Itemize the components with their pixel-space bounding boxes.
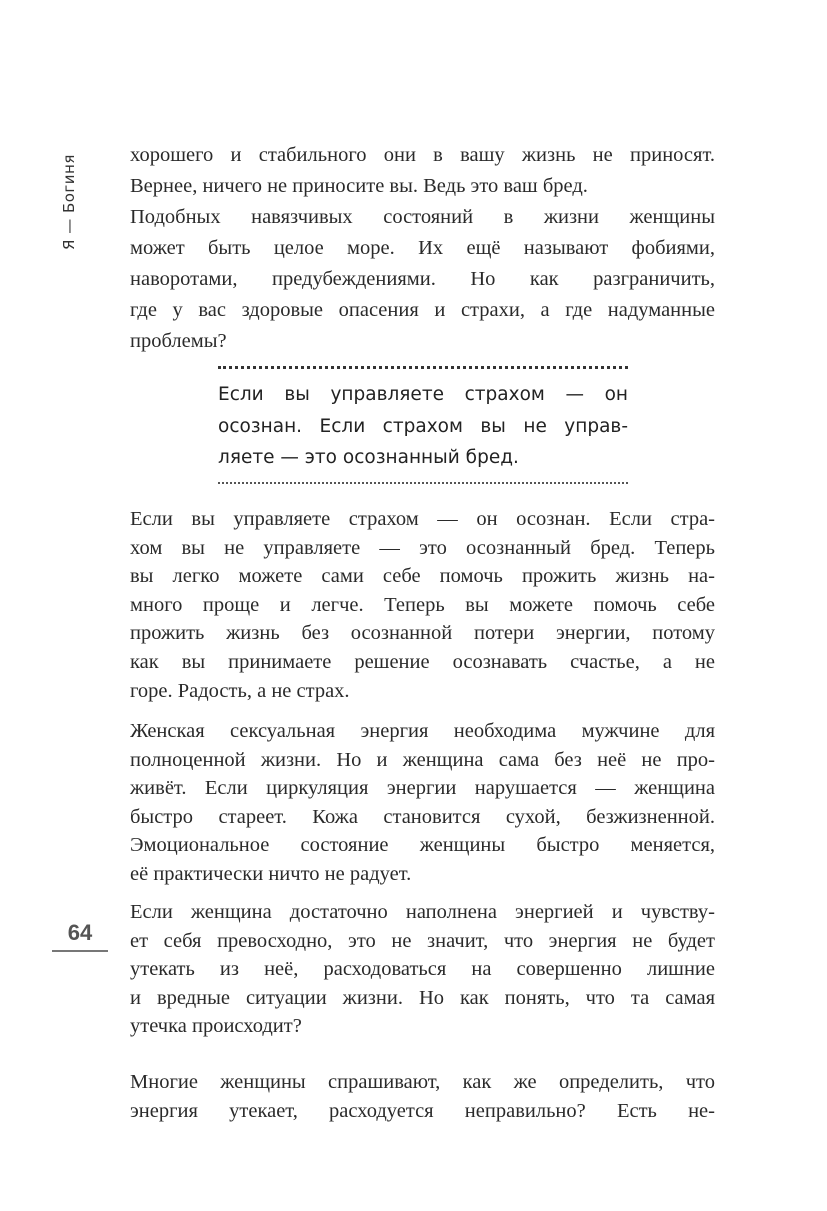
paragraph	[130, 140, 715, 202]
quote-line: ляете — это осознанный бред.	[218, 447, 519, 468]
text-line: Если вы управляете страхом — он осознан. Если стра-	[130, 508, 715, 530]
page-number: 64	[52, 920, 108, 952]
text-line: наворотами, предубеждениями. Но как разграничить,	[130, 268, 715, 290]
quote-line: осознан. Если страхом вы не управ-	[218, 415, 628, 437]
text-line: где у вас здоровые опасения и страхи, а где надуманные	[130, 299, 715, 321]
text-line: быстро стареет. Кожа становится сухой, безжизненной.	[130, 805, 715, 828]
text-line: как вы принимаете решение осознавать счастье, а не	[130, 650, 715, 673]
paragraph	[130, 898, 715, 1041]
text-line: хом вы не управляете — это осознанный бред. Теперь	[130, 536, 715, 559]
text-line: вы легко можете сами себе помочь прожить жизнь на-	[130, 565, 715, 588]
text-line: утечка происходит?	[130, 1015, 302, 1038]
running-head: Я — Богиня	[60, 154, 78, 250]
text-line: утекать из неё, расходоваться на совершенно лишние	[130, 958, 715, 981]
text-line: Если женщина достаточно наполнена энергией и чувству-	[130, 901, 715, 923]
quote-line: Если вы управляете страхом — он	[218, 384, 628, 405]
pull-quote	[218, 366, 628, 484]
text-line: горе. Радость, а не страх.	[130, 679, 350, 702]
text-line: может быть целое море. Их ещё называют фобиями,	[130, 237, 715, 259]
text-line: проблемы?	[130, 330, 227, 352]
paragraph	[130, 202, 715, 357]
text-line: энергия утекает, расходуется неправильно? Есть не-	[130, 1099, 715, 1122]
paragraph	[130, 717, 715, 889]
text-line: хорошего и стабильного они в вашу жизнь не приносят.	[130, 144, 715, 166]
text-line: прожить жизнь без осознанной потери энергии, потому	[130, 622, 715, 645]
text-line: много проще и легче. Теперь вы можете помочь себе	[130, 593, 715, 616]
text-line: Вернее, ничего не приносите вы. Ведь это ваш бред.	[130, 175, 588, 197]
text-line: и вредные ситуации жизни. Но как понять, что та самая	[130, 986, 715, 1009]
paragraph	[130, 1068, 715, 1125]
text-line: Многие женщины спрашивают, как же определить, что	[130, 1071, 715, 1093]
text-line: Эмоциональное состояние женщины быстро меняется,	[130, 834, 715, 857]
text-line: ет себя превосходно, это не значит, что энергия не будет	[130, 929, 715, 952]
text-line: её практически ничто не радует.	[130, 862, 412, 885]
paragraph	[130, 505, 715, 705]
text-line: Женская сексуальная энергия необходима мужчине для	[130, 720, 715, 742]
text-line: полноценной жизни. Но и женщина сама без неё не про-	[130, 748, 715, 771]
text-line: живёт. Если циркуляция энергии нарушается — женщина	[130, 777, 715, 800]
text-line: Подобных навязчивых состояний в жизни женщины	[130, 206, 715, 228]
